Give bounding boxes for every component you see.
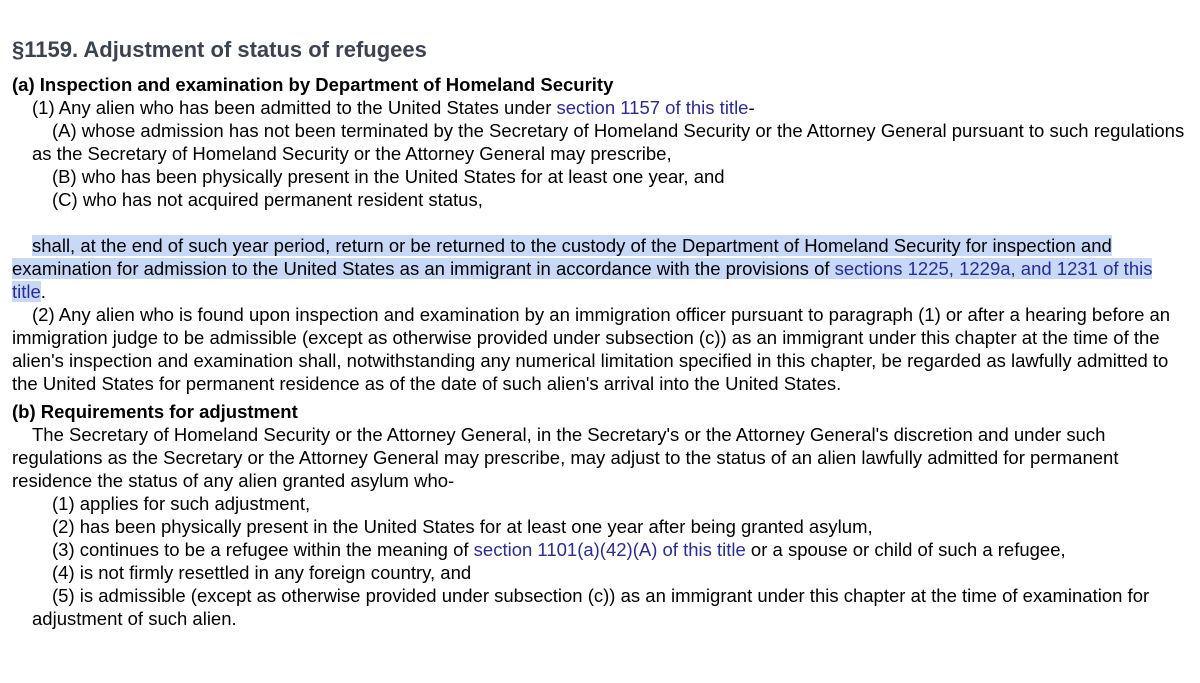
list-item-b1: (1) applies for such adjustment, [52,493,311,514]
highlighted-selection [12,235,1152,302]
subsection-b-heading: (b) Requirements for adjustment [12,401,298,422]
clause-a1-B: (B) who has been physically present in the United States for at least one year, and [52,166,725,187]
list-item-b3-tail: or a spouse or child of such a refugee, [745,539,1066,560]
list-item-b3-text: (3) continues to be a refugee within the meaning of [52,539,474,560]
shall-text: shall, at the end of such year period, return or be returned to the custody of the Department of Homeland Security for inspection and examination for admission to the United States as an immigrant in accordance with the provisions of [12,235,1112,279]
list-item-b5: (5) is admissible (except as otherwise provided under subsection (c)) as an immigrant under this chapter at the time of examination for adjustment of such alien. [32,585,1150,629]
paragraph-a1-text: (1) Any alien who has been admitted to the United States under [32,97,557,118]
paragraph-a1-shall [12,234,1188,303]
list-item-b3 [12,538,1188,561]
section-1101-link[interactable]: section 1101(a)(42)(A) of this title [473,539,746,560]
section-title: §1159. Adjustment of status of refugees [12,37,427,62]
clause-a1-C: (C) who has not acquired permanent resident status, [52,189,483,210]
paragraph-a1-tail: - [748,97,755,118]
sections-1225-1229a-1231-link[interactable]: sections 1225, 1229a, and 1231 of this title [12,258,1153,302]
paragraph-a1 [12,96,1188,119]
paragraph-a2: (2) Any alien who is found upon inspection and examination by an immigration officer pursuant to paragraph (1) or after a hearing before an immigration judge to be admissible (except as otherwise provided under subsection (c)) as an immigrant under this chapter at the time of the alien's inspection and examination shall, notwithstanding any numerical limitation specified in this chapter, be regarded as lawfully admitted to the United States for permanent residence as of the date of such alien's arrival into the United States. [12,304,1171,394]
shall-end: . [40,281,46,302]
list-item-b2: (2) has been physically present in the United States for at least one year after being granted asylum, [52,516,873,537]
paragraph-b-intro: The Secretary of Homeland Security or the Attorney General, in the Secretary's or the Attorney General's discretion and under such regulations as the Secretary or the Attorney General may prescribe, may adjust to the status of an alien lawfully admitted for permanent residence the status of any alien granted asylum who- [12,424,1119,491]
list-item-b4: (4) is not firmly resettled in any foreign country, and [52,562,472,583]
spacer [12,211,1188,234]
clause-a1-A: (A) whose admission has not been terminated by the Secretary of Homeland Security or the Attorney General pursuant to such regulations as the Secretary of Homeland Security or the Attorney General may prescribe, [32,120,1185,164]
section-1157-link[interactable]: section 1157 of this title [556,97,749,118]
subsection-a-heading: (a) Inspection and examination by Department of Homeland Security [12,74,614,95]
